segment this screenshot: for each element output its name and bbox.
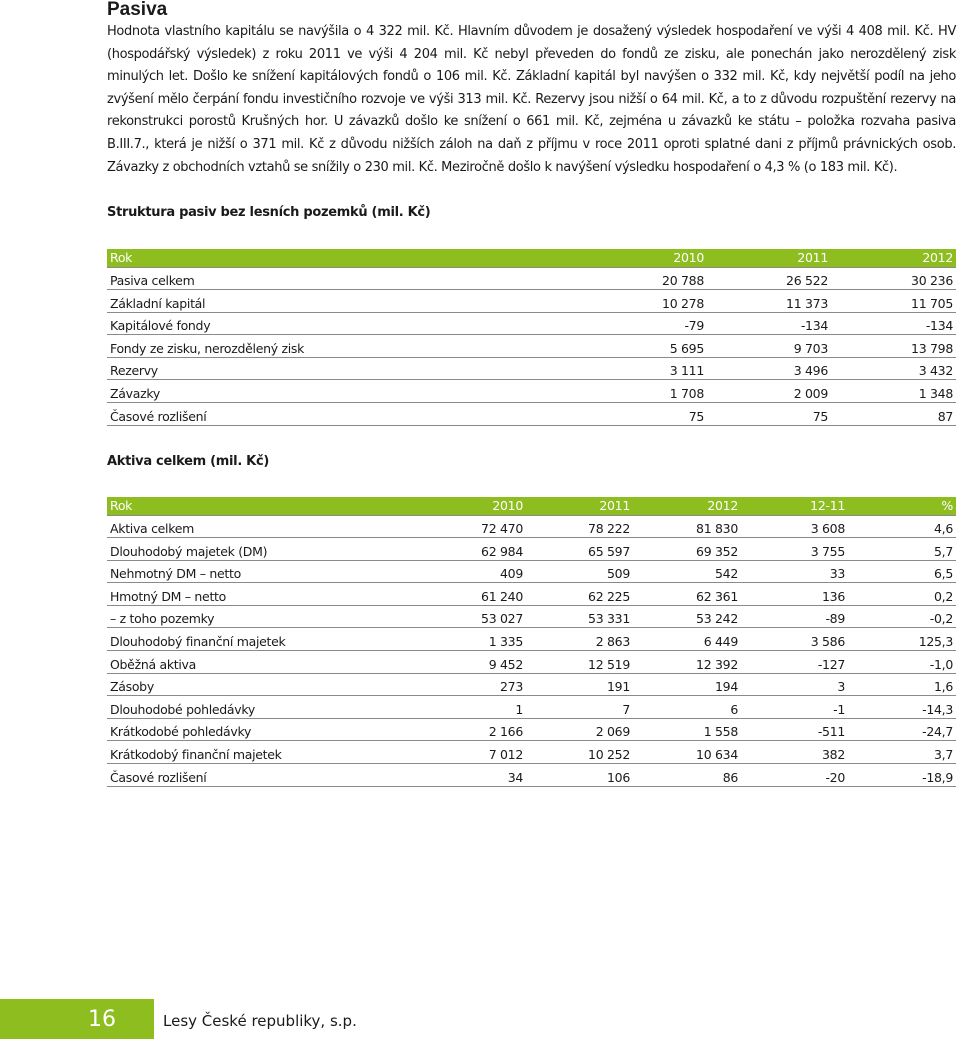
table-header-row: [107, 249, 956, 267]
value-cell: -0,2: [848, 605, 956, 628]
value-cell: 409: [419, 560, 526, 583]
value-cell: 75: [707, 403, 831, 426]
value-cell: 65 597: [526, 538, 633, 561]
row-label: Dlouhodobý majetek (DM): [107, 538, 419, 561]
value-cell: 10 252: [526, 741, 633, 764]
row-label: Základní kapitál: [107, 290, 583, 313]
table-row: [107, 380, 956, 403]
value-cell: 2 069: [526, 718, 633, 741]
table-row: [107, 515, 956, 538]
value-cell: 1 335: [419, 628, 526, 651]
value-cell: 87: [831, 403, 956, 426]
liabilities-table-title: Struktura pasiv bez lesních pozemků (mil. Kč): [107, 205, 431, 220]
value-cell: 194: [633, 673, 741, 696]
value-cell: 3 586: [741, 628, 848, 651]
value-cell: -1,0: [848, 651, 956, 674]
section-paragraph: Hodnota vlastního kapitálu se navýšila o 4 322 mil. Kč. Hlavním důvodem je dosažený výsledek hospodaření ve výši 4 408 mil. Kč. HV (hospodářský výsledek) z roku 2011 ve výši 4 204 mil. Kč nebyl převeden do fondů ze zisku, ale ponechán jako nerozdělený zisk minulých let. Došlo ke snížení kapitálových fondů o 106 mil. Kč. Základní kapitál byl navýšen o 332 mil. Kč, kdy největší podíl na jeho zvýšení mělo čerpání fondu investičního rozvoje ve výši 313 mil. Kč. Rezervy jsou nižší o 64 mil. Kč, a to z důvodu rozpuštění rezervy na rekonstrukci porostů Krušných hor. U závazků došlo ke snížení o 661 mil. Kč, zejména u závazků ke státu – položka rozvaha pasiva B.III.7., která je nižší o 371 mil. Kč z důvodu nižších záloh na daň z příjmu v roce 2011 oproti splatné dani z příjmů právnických osob. Závazky z obchodních vztahů se snížily o 230 mil. Kč. Meziročně došlo k navýšení výsledku hospodaření o 4,3 % (o 183 mil. Kč).: [107, 24, 956, 175]
value-cell: 78 222: [526, 515, 633, 538]
value-cell: 13 798: [831, 335, 956, 358]
table-header-row: [107, 497, 956, 515]
header-cell: 2011: [526, 497, 633, 515]
liabilities-table: [107, 249, 956, 426]
row-label: Zásoby: [107, 673, 419, 696]
value-cell: 1 708: [583, 380, 707, 403]
table-row: [107, 583, 956, 606]
value-cell: -79: [583, 312, 707, 335]
value-cell: 3 608: [741, 515, 848, 538]
value-cell: 542: [633, 560, 741, 583]
table-row: [107, 696, 956, 719]
assets-table-title: Aktiva celkem (mil. Kč): [107, 454, 269, 469]
value-cell: 26 522: [707, 267, 831, 290]
value-cell: 273: [419, 673, 526, 696]
value-cell: 509: [526, 560, 633, 583]
value-cell: 53 331: [526, 605, 633, 628]
row-label: Oběžná aktiva: [107, 651, 419, 674]
row-label: Kapitálové fondy: [107, 312, 583, 335]
value-cell: 30 236: [831, 267, 956, 290]
value-cell: 11 373: [707, 290, 831, 313]
value-cell: 5,7: [848, 538, 956, 561]
table-row: [107, 290, 956, 313]
header-cell: 2010: [419, 497, 526, 515]
header-cell: 2010: [583, 249, 707, 267]
value-cell: 12 519: [526, 651, 633, 674]
value-cell: -24,7: [848, 718, 956, 741]
value-cell: 75: [583, 403, 707, 426]
value-cell: -511: [741, 718, 848, 741]
value-cell: -134: [831, 312, 956, 335]
assets-table: [107, 497, 956, 787]
row-label: Závazky: [107, 380, 583, 403]
value-cell: 1 348: [831, 380, 956, 403]
header-cell: Rok: [107, 249, 583, 267]
value-cell: -20: [741, 764, 848, 787]
value-cell: 3,7: [848, 741, 956, 764]
value-cell: 9 703: [707, 335, 831, 358]
value-cell: -127: [741, 651, 848, 674]
table-row: [107, 673, 956, 696]
value-cell: 1: [419, 696, 526, 719]
row-label: Aktiva celkem: [107, 515, 419, 538]
value-cell: -18,9: [848, 764, 956, 787]
value-cell: 2 166: [419, 718, 526, 741]
value-cell: 53 027: [419, 605, 526, 628]
value-cell: 34: [419, 764, 526, 787]
value-cell: 69 352: [633, 538, 741, 561]
row-label: Fondy ze zisku, nerozdělený zisk: [107, 335, 583, 358]
report-page: [107, 0, 956, 785]
footer-company: Lesy České republiky, s.p.: [163, 1012, 357, 1030]
value-cell: 81 830: [633, 515, 741, 538]
value-cell: 3 111: [583, 357, 707, 380]
header-cell: Rok: [107, 497, 419, 515]
header-cell: 12-11: [741, 497, 848, 515]
value-cell: 6,5: [848, 560, 956, 583]
value-cell: 1,6: [848, 673, 956, 696]
section-heading: Pasiva: [107, 0, 168, 20]
value-cell: 382: [741, 741, 848, 764]
table-row: [107, 560, 956, 583]
header-cell: 2011: [707, 249, 831, 267]
page-number-box: [0, 999, 154, 1039]
value-cell: 3 755: [741, 538, 848, 561]
row-label: Krátkodobý finanční majetek: [107, 741, 419, 764]
value-cell: 10 634: [633, 741, 741, 764]
table-row: [107, 741, 956, 764]
table-row: [107, 628, 956, 651]
value-cell: 2 009: [707, 380, 831, 403]
value-cell: 20 788: [583, 267, 707, 290]
value-cell: -134: [707, 312, 831, 335]
value-cell: 0,2: [848, 583, 956, 606]
value-cell: 125,3: [848, 628, 956, 651]
value-cell: 7 012: [419, 741, 526, 764]
value-cell: 3 496: [707, 357, 831, 380]
table-row: [107, 267, 956, 290]
row-label: – z toho pozemky: [107, 605, 419, 628]
row-label: Časové rozlišení: [107, 764, 419, 787]
row-label: Rezervy: [107, 357, 583, 380]
value-cell: 72 470: [419, 515, 526, 538]
value-cell: 62 361: [633, 583, 741, 606]
value-cell: 53 242: [633, 605, 741, 628]
value-cell: 1 558: [633, 718, 741, 741]
page-number: 16: [88, 1006, 116, 1032]
value-cell: 2 863: [526, 628, 633, 651]
value-cell: -14,3: [848, 696, 956, 719]
value-cell: 9 452: [419, 651, 526, 674]
value-cell: 10 278: [583, 290, 707, 313]
value-cell: 62 984: [419, 538, 526, 561]
row-label: Dlouhodobé pohledávky: [107, 696, 419, 719]
table-row: [107, 403, 956, 426]
row-label: Nehmotný DM – netto: [107, 560, 419, 583]
value-cell: 86: [633, 764, 741, 787]
value-cell: 61 240: [419, 583, 526, 606]
value-cell: 3: [741, 673, 848, 696]
row-label: Dlouhodobý finanční majetek: [107, 628, 419, 651]
table-row: [107, 605, 956, 628]
value-cell: 12 392: [633, 651, 741, 674]
value-cell: 106: [526, 764, 633, 787]
table-row: [107, 651, 956, 674]
table-row: [107, 335, 956, 358]
value-cell: 6: [633, 696, 741, 719]
table-row: [107, 718, 956, 741]
table-row: [107, 357, 956, 380]
value-cell: 136: [741, 583, 848, 606]
table-row: [107, 538, 956, 561]
value-cell: 3 432: [831, 357, 956, 380]
header-cell: 2012: [831, 249, 956, 267]
row-label: Krátkodobé pohledávky: [107, 718, 419, 741]
value-cell: 33: [741, 560, 848, 583]
value-cell: 191: [526, 673, 633, 696]
value-cell: 6 449: [633, 628, 741, 651]
row-label: Časové rozlišení: [107, 403, 583, 426]
row-label: Pasiva celkem: [107, 267, 583, 290]
value-cell: 11 705: [831, 290, 956, 313]
table-row: [107, 312, 956, 335]
row-label: Hmotný DM – netto: [107, 583, 419, 606]
value-cell: 4,6: [848, 515, 956, 538]
value-cell: 5 695: [583, 335, 707, 358]
value-cell: 62 225: [526, 583, 633, 606]
header-cell: %: [848, 497, 956, 515]
table-row: [107, 764, 956, 787]
header-cell: 2012: [633, 497, 741, 515]
value-cell: -1: [741, 696, 848, 719]
value-cell: -89: [741, 605, 848, 628]
value-cell: 7: [526, 696, 633, 719]
